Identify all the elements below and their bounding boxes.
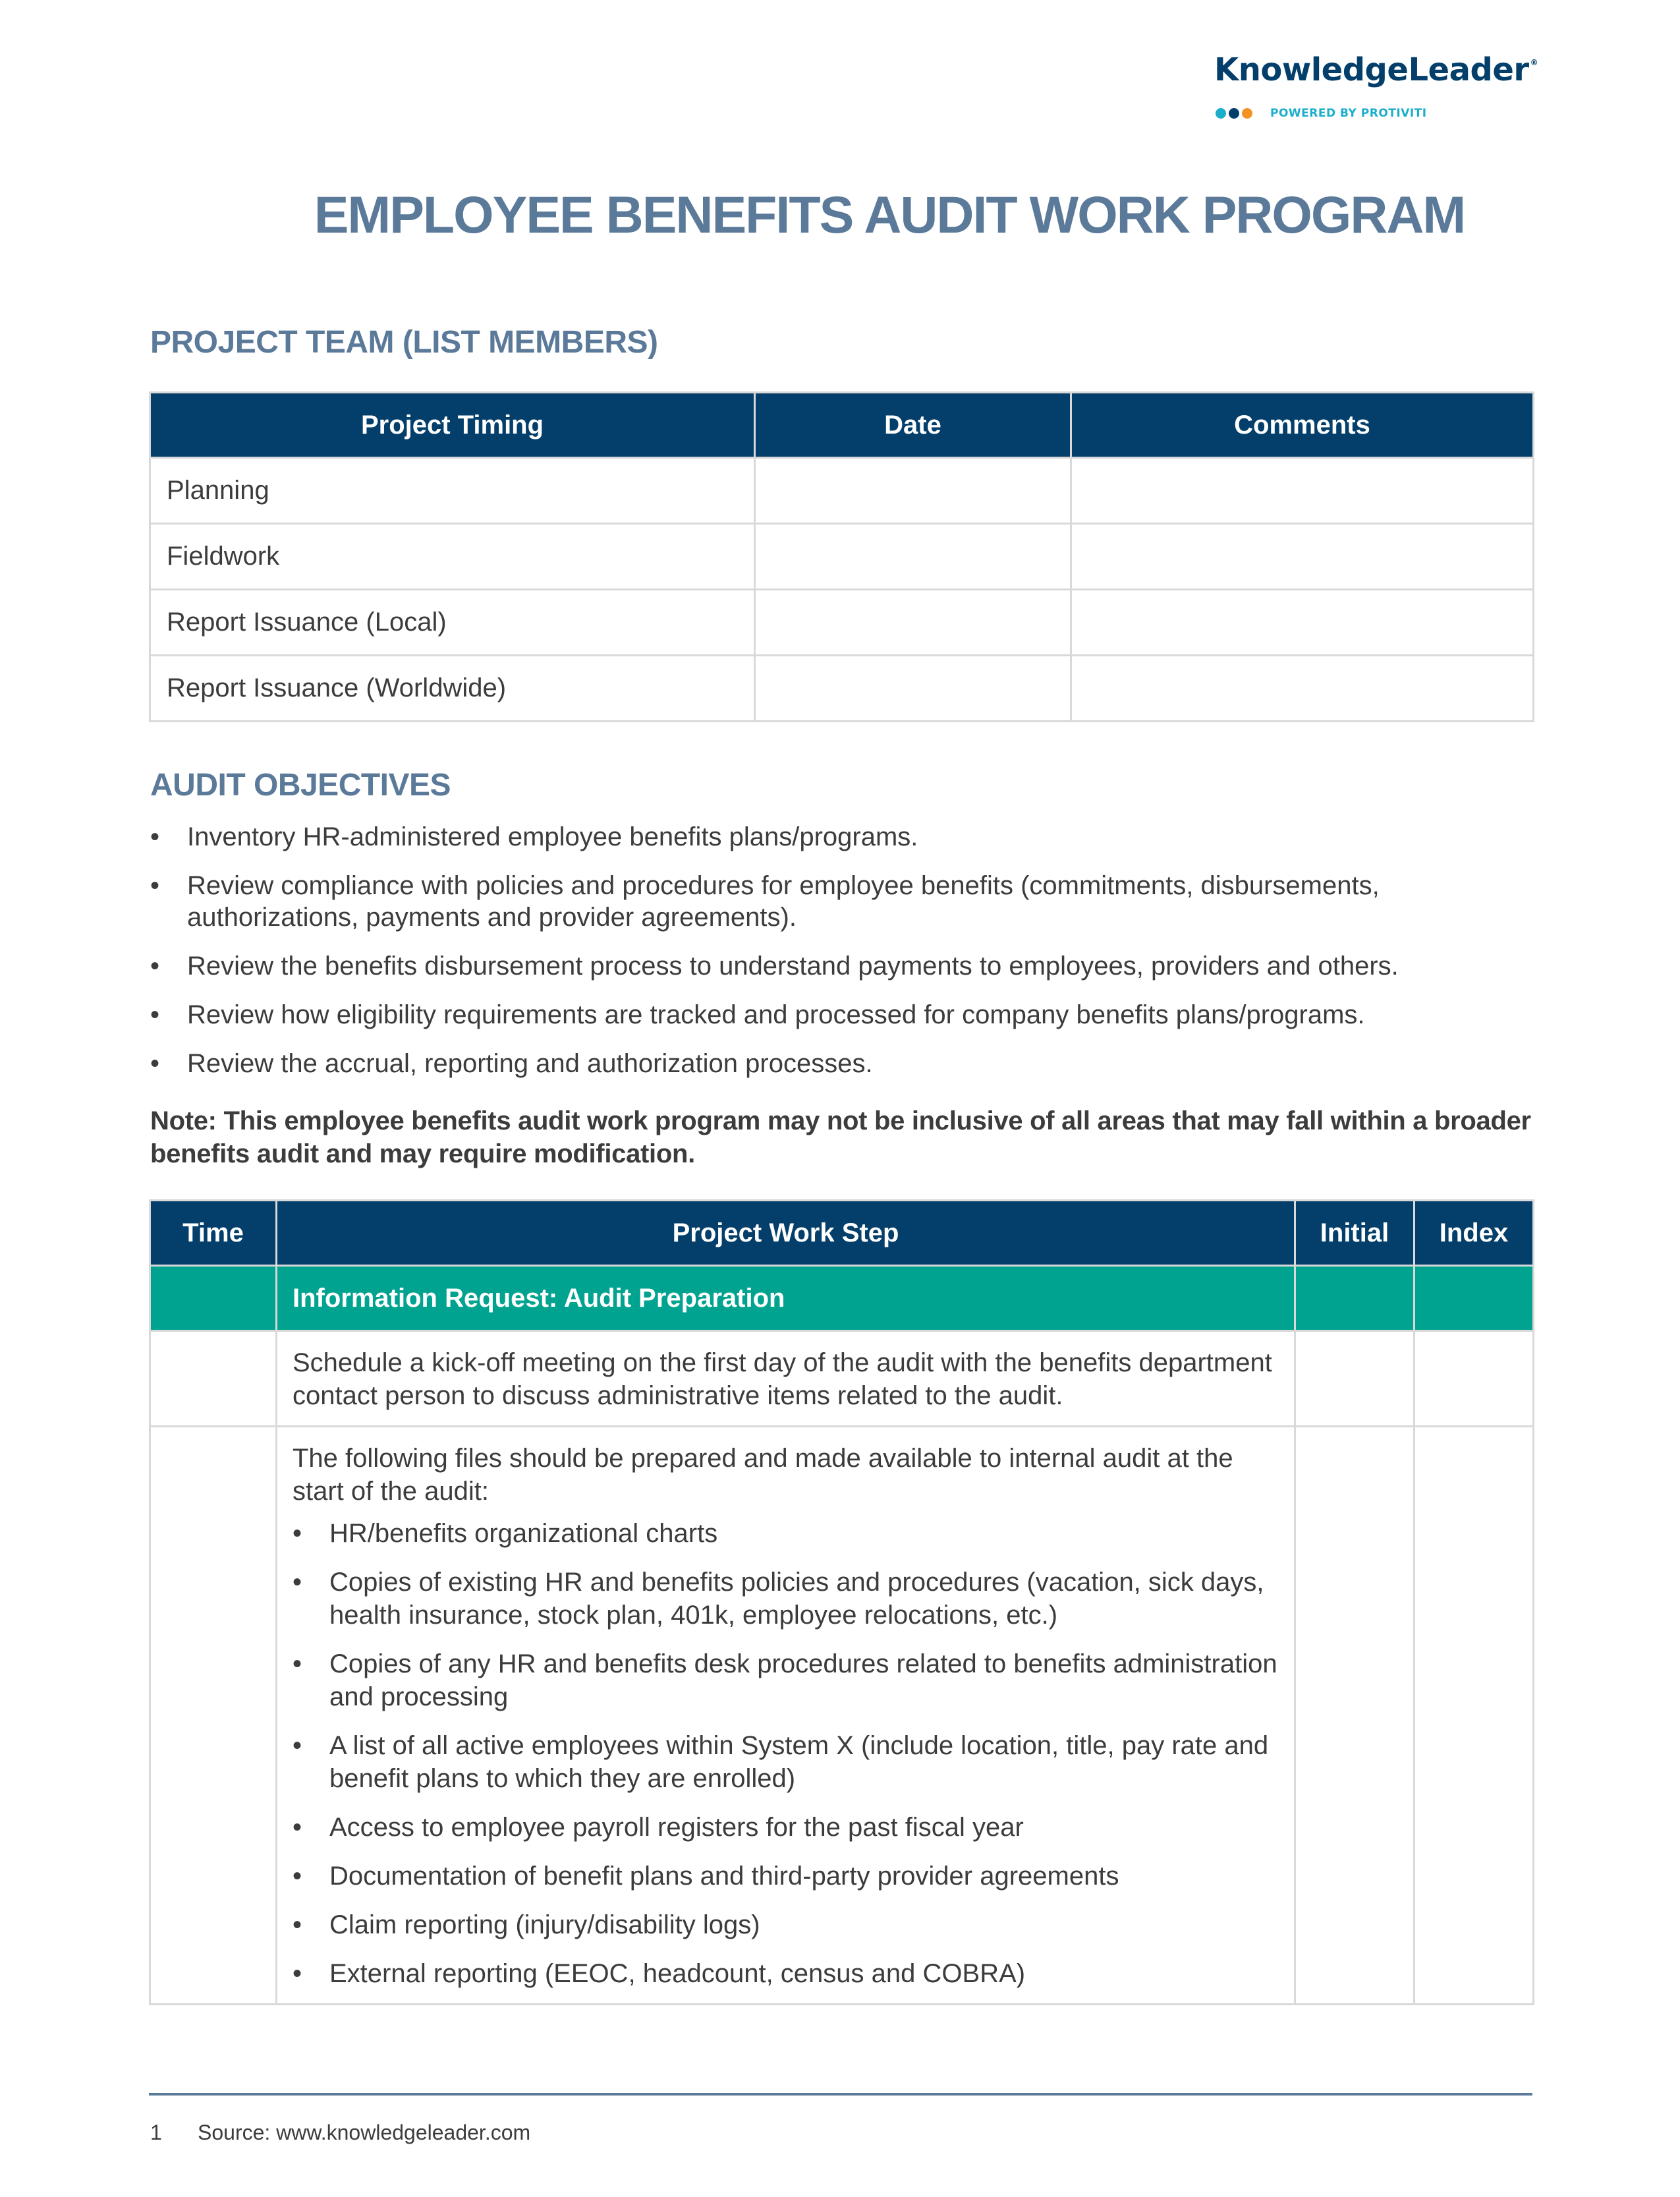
list-item: • Review the accrual, reporting and authorization processes. — [150, 1048, 1521, 1079]
list-item: • Review the benefits disbursement process to understand payments to employees, providers and others. — [150, 950, 1521, 982]
list-item: • HR/benefits organizational charts — [293, 1517, 1281, 1550]
dot-navy-icon — [1229, 108, 1239, 119]
index-cell[interactable] — [1414, 1427, 1534, 2005]
audit-objectives-heading: AUDIT OBJECTIVES — [150, 768, 451, 803]
knowledgeleader-logo — [1214, 51, 1538, 88]
list-item: • Inventory HR-administered employee benefits plans/programs. — [150, 821, 1521, 853]
timing-label: Report Issuance (Local) — [150, 590, 755, 656]
document-title: EMPLOYEE BENEFITS AUDIT WORK PROGRAM — [314, 185, 1465, 244]
footer-divider — [149, 2093, 1532, 2096]
list-item: • Claim reporting (injury/disability logs) — [293, 1908, 1281, 1941]
registered-mark: ® — [1530, 58, 1538, 67]
date-cell[interactable] — [755, 590, 1071, 656]
table-row — [150, 1427, 1534, 2005]
disclaimer-note: Note: This employee benefits audit work program may not be inclusive of all areas that may fall within a broader benefits audit and may require modification. — [150, 1106, 1531, 1168]
time-cell[interactable] — [150, 1331, 277, 1427]
table-row — [150, 458, 1534, 524]
audit-objectives-list — [150, 821, 1521, 1097]
timing-label: Planning — [150, 458, 755, 524]
list-item: • Copies of any HR and benefits desk procedures related to benefits administration and processing — [293, 1647, 1281, 1713]
file-request-list — [293, 1517, 1281, 1990]
work-step-text: Schedule a kick-off meeting on the first day of the audit with the benefits department contact person to discuss administrative items related to the audit. — [277, 1331, 1295, 1427]
date-cell[interactable] — [755, 458, 1071, 524]
section-label: Information Request: Audit Preparation — [277, 1266, 1295, 1331]
list-item: • Copies of existing HR and benefits policies and procedures (vacation, sick days, health insurance, stock plan, 401k, employee relocations, etc.) — [293, 1566, 1281, 1632]
logo-text: KnowledgeLeader — [1214, 51, 1529, 88]
dot-orange-icon — [1242, 108, 1252, 119]
logo-dots-icon — [1216, 108, 1252, 119]
comments-cell[interactable] — [1071, 458, 1534, 524]
initial-cell[interactable] — [1295, 1331, 1414, 1427]
initial-cell[interactable] — [1295, 1427, 1414, 2005]
comments-cell[interactable] — [1071, 656, 1534, 722]
work-step-cell — [277, 1427, 1295, 2005]
table-row — [150, 1331, 1534, 1427]
section-initial-cell — [1295, 1266, 1414, 1331]
table-row — [150, 656, 1534, 722]
section-index-cell — [1414, 1266, 1534, 1331]
powered-by-tagline: POWERED BY PROTIVITI — [1270, 107, 1427, 120]
header-time: Time — [150, 1201, 277, 1266]
table-header-row — [150, 393, 1534, 458]
project-timing-table — [149, 391, 1534, 722]
header-date: Date — [755, 393, 1071, 458]
table-row — [150, 524, 1534, 590]
header-project-timing: Project Timing — [150, 393, 755, 458]
table-row — [150, 590, 1534, 656]
dot-cyan-icon — [1216, 108, 1226, 119]
time-cell[interactable] — [150, 1427, 277, 2005]
work-step-text: The following files should be prepared and made available to internal audit at the start of the audit: — [293, 1444, 1233, 1506]
date-cell[interactable] — [755, 524, 1071, 590]
project-team-heading: PROJECT TEAM (LIST MEMBERS) — [150, 325, 658, 360]
list-item: • Documentation of benefit plans and third-party provider agreements — [293, 1860, 1281, 1893]
timing-label: Report Issuance (Worldwide) — [150, 656, 755, 722]
timing-label: Fieldwork — [150, 524, 755, 590]
index-cell[interactable] — [1414, 1331, 1534, 1427]
header-index: Index — [1414, 1201, 1534, 1266]
source-link[interactable]: Source: www.knowledgeleader.com — [198, 2121, 531, 2144]
header-project-work-step: Project Work Step — [277, 1201, 1295, 1266]
header-comments: Comments — [1071, 393, 1534, 458]
list-item: • Review how eligibility requirements are tracked and processed for company benefits plans/programs. — [150, 999, 1521, 1031]
list-item: • Review compliance with policies and procedures for employee benefits (commitments, disbursements, authorizations, payments and provider agreements). — [150, 870, 1521, 933]
header-initial: Initial — [1295, 1201, 1414, 1266]
page-number: 1 — [150, 2121, 162, 2144]
list-item: • A list of all active employees within System X (include location, title, pay rate and benefit plans to which they are enrolled) — [293, 1729, 1281, 1795]
section-row — [150, 1266, 1534, 1331]
list-item: • External reporting (EEOC, headcount, census and COBRA) — [293, 1957, 1281, 1990]
comments-cell[interactable] — [1071, 524, 1534, 590]
date-cell[interactable] — [755, 656, 1071, 722]
work-program-table — [149, 1199, 1534, 2005]
table-header-row — [150, 1201, 1534, 1266]
comments-cell[interactable] — [1071, 590, 1534, 656]
section-time-cell — [150, 1266, 277, 1331]
list-item: • Access to employee payroll registers for the past fiscal year — [293, 1811, 1281, 1844]
